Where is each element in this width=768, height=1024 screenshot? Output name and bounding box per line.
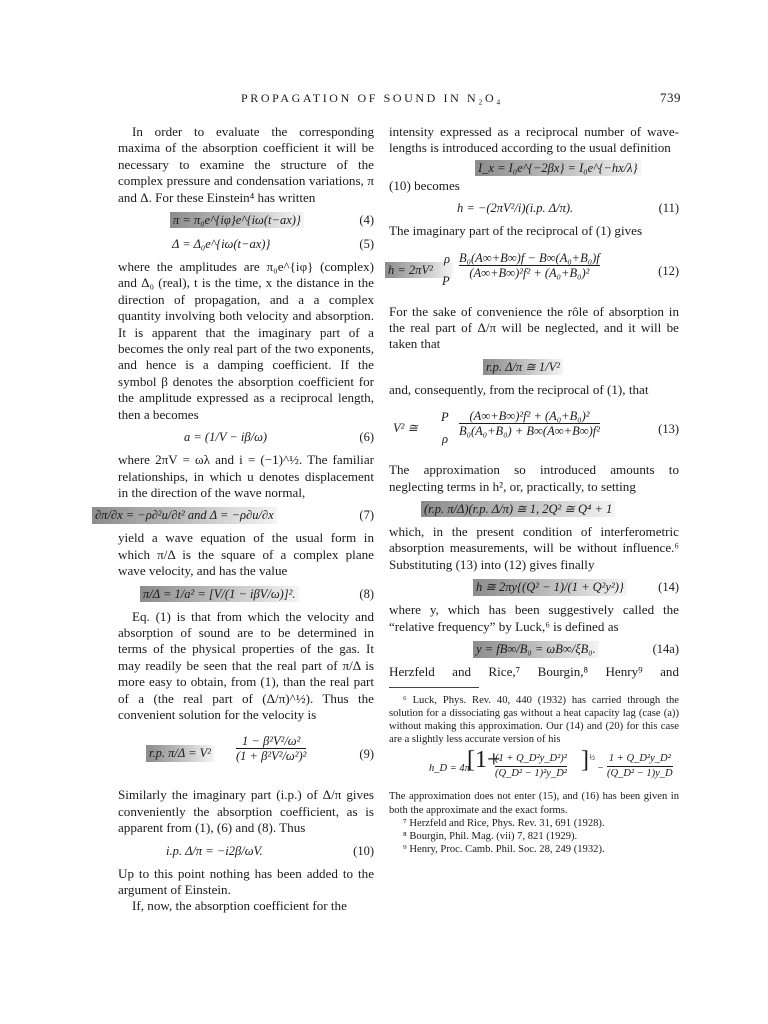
equation-intensity-definition bbox=[389, 159, 679, 176]
paragraph: intensity expressed as a reciprocal number of wave-lengths is introduced according to the usual definition bbox=[389, 124, 679, 156]
fraction-denominator: B₀(A₀+B₀) + B∞(A∞+B∞)f² bbox=[459, 424, 601, 439]
equation-text: h ≅ 2πy{(Q² − 1)/(1 + Q²y²)} bbox=[473, 579, 627, 595]
paragraph: which, in the present condition of interferometric absorption measurements, will be without influence.⁶ Substituting (13) into (12) gives finally bbox=[389, 524, 679, 572]
equation-pressure: P bbox=[442, 273, 450, 288]
footnote-6: ⁶ Luck, Phys. Rev. 40, 440 (1932) has carried through the solution for a dissociating gas without a heat capacity lag (case (a)) without making this approximation. Our (14) and (20) for this case are a slightly less accurate version of his bbox=[389, 694, 679, 746]
page-number: 739 bbox=[660, 90, 681, 105]
equation-14 bbox=[389, 578, 679, 597]
paragraph: Eq. (1) is that from which the velocity and absorption of sound are to be determined in terms of the physical properties of the gas. It may readily be seen that the real part of π/Δ is more easy to obtain, from (1), than the real part of a (the real part of (Δ/π)^½). Thus the convenient solution for the velocity is bbox=[118, 608, 374, 722]
equation-11 bbox=[389, 199, 679, 218]
equation-setting bbox=[389, 500, 679, 519]
equation-rho: ρ bbox=[444, 251, 450, 266]
paragraph: (10) becomes bbox=[389, 177, 460, 193]
equation-text: i.p. Δ/π = −i2β/ωV. bbox=[166, 843, 263, 858]
footnote-8: ⁸ Bourgin, Phil. Mag. (vii) 7, 821 (1929). bbox=[403, 830, 578, 842]
right-column bbox=[389, 124, 679, 856]
left-column bbox=[95, 124, 374, 915]
equation-fraction bbox=[236, 734, 306, 763]
equation-text: y = fB∞/B₀ = ωB∞/ξB₀. bbox=[473, 641, 599, 657]
equation-text: (r.p. π/Δ)(r.p. Δ/π) ≅ 1, 2Q² ≅ Q⁴ + 1 bbox=[421, 501, 615, 517]
equation-text: ∂π/∂x = −ρ∂²u/∂t² and Δ = −ρ∂u/∂x bbox=[92, 507, 277, 523]
equation-12 bbox=[389, 245, 679, 299]
paragraph: Similarly the imaginary part (i.p.) of Δ/π gives conveniently the absorption coefficient, as is apparent from (1), (6) and (8). Thus bbox=[118, 787, 374, 836]
bracket-open: [1+ bbox=[467, 747, 501, 774]
minus-sign: − bbox=[597, 763, 605, 775]
paragraph: yield a wave equation of the usual form in which π/Δ is the square of a complex plane wave velocity, and has the value bbox=[118, 530, 374, 579]
bracket-close: ] bbox=[581, 747, 589, 774]
equation-13 bbox=[389, 403, 679, 457]
equation-fraction bbox=[459, 251, 600, 280]
equation-number: (8) bbox=[359, 586, 374, 601]
equation-pressure: P bbox=[441, 410, 449, 425]
fraction-numerator: 1 − β²V²/ω² bbox=[242, 734, 301, 749]
equation-fraction bbox=[459, 409, 600, 438]
equation-text: I_x = I₀e^{−2βx} = I₀e^{−hx/λ} bbox=[475, 160, 641, 176]
equation-text: π = π₀e^{iφ}e^{iω(t−ax)} bbox=[170, 212, 304, 228]
equation-rho: ρ bbox=[442, 432, 448, 447]
equation-number: (13) bbox=[658, 422, 679, 437]
paragraph: Up to this point nothing has been added to the argument of Einstein. bbox=[118, 865, 374, 897]
paragraph: In order to evaluate the corresponding maxima of the absorption coefficient it will be necessary to examine the structure of the complex pressure and condensation variations, π and Δ. For these Einstein⁴ has written bbox=[118, 124, 374, 205]
equation-9 bbox=[118, 728, 374, 782]
equation-number: (11) bbox=[658, 201, 679, 216]
footnote-9: ⁹ Henry, Proc. Camb. Phil. Soc. 28, 249 (1932). bbox=[403, 844, 605, 856]
paragraph: where 2πV = ωλ and i = (−1)^½. The familiar relationships, in which u denotes displacement in the direction of the wave normal, bbox=[118, 452, 374, 500]
paragraph: The imaginary part of the reciprocal of (1) gives bbox=[389, 223, 643, 239]
equation-fraction-2 bbox=[607, 752, 673, 781]
footnote-continuation: The approximation does not enter (15), and (16) has been given in both the approximate and the exact forms. bbox=[389, 791, 679, 816]
equation-number: (6) bbox=[359, 430, 374, 445]
equation-number: (7) bbox=[359, 508, 374, 523]
equation-7 bbox=[95, 506, 374, 525]
equation-number: (9) bbox=[359, 747, 374, 762]
equation-rp-approx bbox=[389, 358, 679, 377]
equation-number: (10) bbox=[353, 843, 374, 858]
fraction-denominator: (A∞+B∞)²f² + (A₀+B₀)² bbox=[459, 265, 600, 280]
equation-number: (14) bbox=[658, 580, 679, 595]
equation-text: a = (1/V − iβ/ω) bbox=[184, 430, 268, 445]
equation-text: π/Δ = 1/a² = [V/(1 − iβV/ω)]². bbox=[140, 586, 299, 602]
equation-lhs: h = 2πV² bbox=[385, 262, 453, 278]
footnote-rule bbox=[389, 687, 479, 688]
equation-lhs: r.p. π/Δ = V² bbox=[146, 745, 214, 761]
equation-lhs: h_D = 4π bbox=[429, 763, 470, 775]
running-title: PROPAGATION OF SOUND IN N₂O₄ bbox=[241, 91, 504, 105]
paragraph: If, now, the absorption coefficient for the bbox=[132, 898, 347, 914]
equation-5 bbox=[118, 235, 374, 254]
equation-number: (5) bbox=[359, 237, 374, 252]
equation-6 bbox=[118, 428, 374, 447]
equation-8 bbox=[118, 585, 374, 604]
paragraph: For the sake of convenience the rôle of absorption in the real part of Δ/π will be neglected, and it will be taken that bbox=[389, 303, 679, 352]
equation-text: r.p. Δ/π ≅ 1/V² bbox=[483, 359, 563, 375]
fraction-numerator: (1 + Q_D²y_D²)² bbox=[495, 753, 567, 765]
paragraph: Herzfeld and Rice,⁷ Bourgin,⁸ Henry⁹ and bbox=[389, 664, 679, 680]
fraction-denominator: (Q_D² − 1)²y_D² bbox=[495, 768, 567, 780]
equation-lhs: V² ≅ bbox=[393, 421, 418, 436]
fraction-numerator: 1 + Q_D²y_D² bbox=[608, 753, 671, 765]
equation-exponent: ½ bbox=[589, 753, 595, 763]
paragraph: and, consequently, from the reciprocal of (1), that bbox=[389, 381, 649, 397]
footnote-7: ⁷ Herzfeld and Rice, Phys. Rev. 31, 691 (1928). bbox=[403, 817, 605, 829]
fraction-denominator: (1 + β²V²/ω²)² bbox=[236, 749, 307, 764]
equation-number: (12) bbox=[658, 263, 679, 278]
fraction-numerator: B₀(A∞+B∞)f − B∞(A₀+B₀)f bbox=[459, 250, 600, 265]
fraction-numerator: (A∞+B∞)²f² + (A₀+B₀)² bbox=[469, 409, 590, 424]
footnote-equation bbox=[389, 747, 679, 786]
equation-4 bbox=[118, 211, 374, 230]
equation-text: Δ = Δ₀e^{iω(t−ax)} bbox=[172, 237, 271, 252]
equation-14a bbox=[389, 640, 679, 659]
equation-text: h = −(2πV²/i)(i.p. Δ/π). bbox=[457, 201, 574, 216]
equation-number: (14a) bbox=[652, 642, 679, 657]
paragraph: where y, which has been suggestively called the “relative frequency” by Luck,⁶ is defined as bbox=[389, 602, 679, 634]
fraction-denominator: (Q_D² − 1)y_D bbox=[607, 768, 673, 780]
paragraph: The approximation so introduced amounts to neglecting terms in h², or, practically, to setting bbox=[389, 462, 679, 494]
equation-fraction bbox=[495, 752, 567, 781]
equation-number: (4) bbox=[359, 213, 374, 228]
paragraph: where the amplitudes are π₀e^{iφ} (complex) and Δ₀ (real), t is the time, x the distance in the direction of propagation, and a a complex quantity involving both velocity and absorption. It is apparent that the imaginary part of a becomes the only real part of the two exponents, and hence is a damping coefficient. If the symbol β denotes the absorption coefficient for the amplitude expressed as a reciprocal length, then a becomes bbox=[118, 259, 374, 422]
equation-10 bbox=[118, 842, 374, 861]
